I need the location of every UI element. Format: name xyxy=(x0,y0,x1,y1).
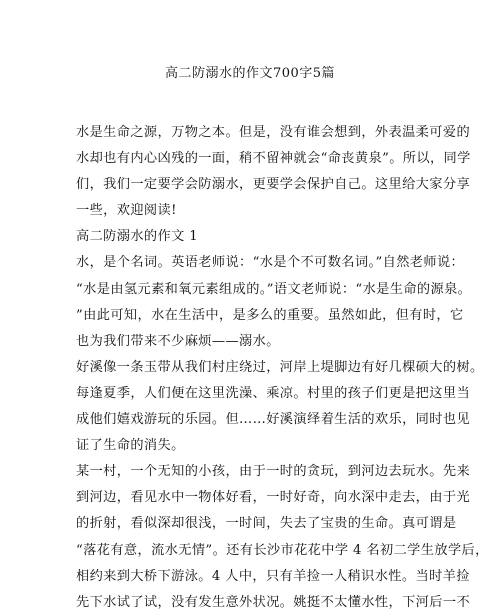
text-line: 好溪像一条玉带从我们村庄绕过，河岸上堤脚边有好几棵硕大的树。 xyxy=(76,359,484,375)
text-line: 的折射，看似深却很浅，一时间，失去了宝贵的生命。真可谓是 xyxy=(76,516,457,532)
text-line: 高二防溺水的作文 1 xyxy=(76,229,199,245)
text-line: “落花有意，流水无情”。还有长沙市花花中学 4 名初二学生放学后， xyxy=(76,542,489,558)
document-body xyxy=(76,120,489,616)
text-line: 水是生命之源，万物之本。但是，没有谁会想到，外表温柔可爱的 xyxy=(76,125,471,140)
text-line: 们，我们一定要学会防溺水，更要学会保护自己。这里给大家分享 xyxy=(76,177,471,193)
text-line: 证了生命的消失。 xyxy=(76,438,185,454)
text-line: 某一村，一个无知的小孩，由于一时的贪玩，到河边去玩水。先来 xyxy=(76,464,471,480)
text-line: 成他们嬉戏游玩的乐园。但……好溪演绎着生活的欢乐，同时也见 xyxy=(76,412,471,428)
text-line: 每逢夏季，人们便在这里洗澡、乘凉。村里的孩子们更是把这里当 xyxy=(76,385,471,401)
text-line: 也为我们带来不少麻烦——溺水。 xyxy=(76,333,280,349)
text-line: 水，是个名词。英语老师说：“水是个不可数名词。”自然老师说： xyxy=(76,255,465,271)
text-line: ”由此可知，水在生活中，是多么的重要。虽然如此，但有时，它 xyxy=(76,307,464,323)
text-line: 水却也有内心凶残的一面，稍不留神就会“命丧黄泉”。所以，同学 xyxy=(76,151,471,167)
text-line: 先下水试了试，没有发生意外状况。姚挺不太懂水性，下河后一不 xyxy=(76,594,471,610)
text-line: 相约来到大桥下游泳。4 人中，只有羊捡一人稍识水性。当时羊捡 xyxy=(76,568,470,584)
text-line: 一些，欢迎阅读! xyxy=(76,203,177,219)
text-line: 到河边，看见水中一物体好看，一时好奇，向水深中走去，由于光 xyxy=(76,490,471,506)
document-title: 高二防溺水的作文700字5篇 xyxy=(164,66,336,81)
text-line: “水是由氢元素和氧元素组成的。”语文老师说：“水是生命的源泉。 xyxy=(76,281,472,297)
